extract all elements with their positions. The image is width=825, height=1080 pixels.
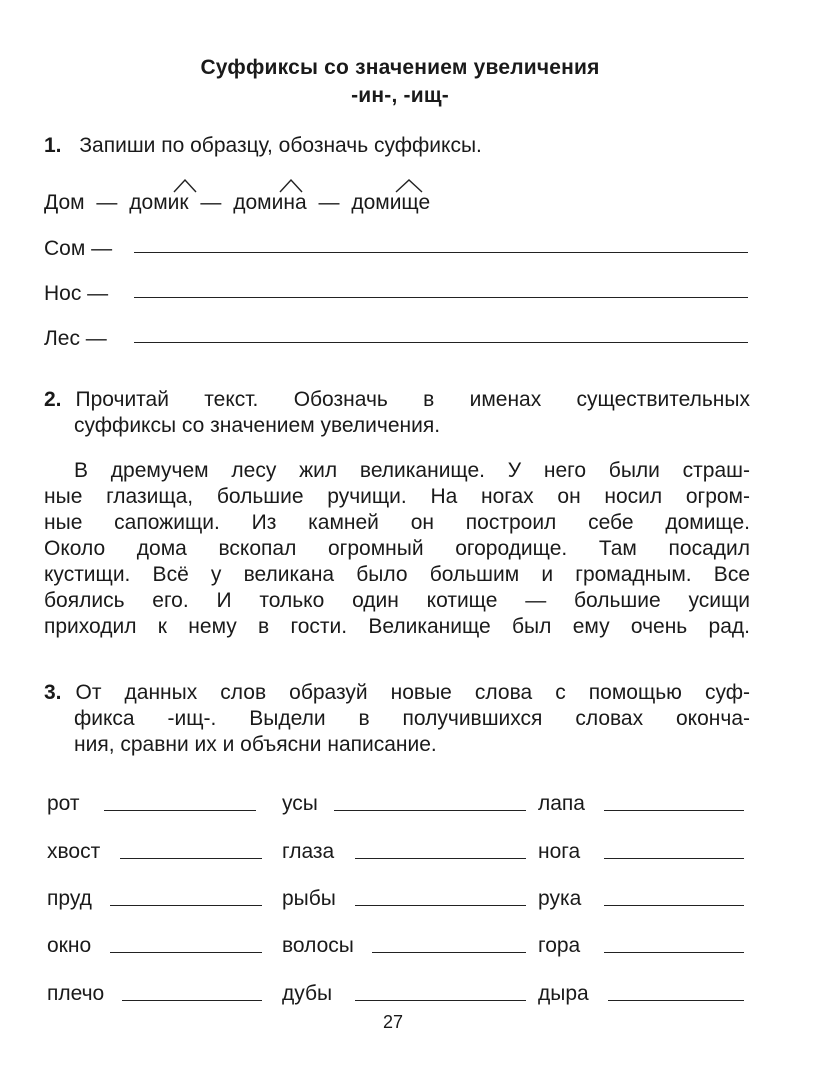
answer-line[interactable] [604, 810, 744, 811]
task2-instruction-line-2: суффиксы со значением увеличения. [74, 414, 441, 437]
example-dash-2: — [200, 191, 222, 214]
text-line: боялись его. И только один котище — большие усищи [44, 589, 750, 612]
word-item: гора [538, 934, 581, 957]
word-item: волосы [282, 934, 354, 957]
answer-line[interactable] [110, 952, 262, 953]
example-dash-3: — [318, 191, 340, 214]
example-word-3-root: дом [233, 191, 272, 214]
text-line: ные сапожищи. Из камней он построил себе домище. [44, 511, 750, 534]
answer-line[interactable] [134, 252, 748, 253]
word-item: глаза [282, 840, 335, 863]
task1-row-word: Лес — [44, 327, 107, 350]
example-word-3 [233, 191, 312, 214]
answer-line[interactable] [104, 810, 256, 811]
task1-row [44, 281, 108, 306]
text-line: приходил к нему в гости. Великанище был ему очень рад. [44, 615, 750, 638]
word-item: лапа [538, 792, 585, 815]
word-item: дыра [538, 982, 589, 1005]
word-item: рыбы [282, 887, 336, 910]
answer-line[interactable] [608, 1000, 744, 1001]
title-line-2: -ин-, -ищ- [351, 84, 449, 107]
page-number: 27 [383, 1012, 404, 1032]
answer-line[interactable] [604, 858, 744, 859]
answer-line[interactable] [334, 810, 526, 811]
answer-line[interactable] [134, 342, 748, 343]
task3-instruction-line-2: фикса -ищ-. Выдели в получившихся словах оконча- [74, 707, 750, 730]
task2-text [44, 458, 750, 640]
suffix-mark-icon [395, 179, 423, 193]
task3-header [44, 680, 750, 758]
answer-line[interactable] [122, 1000, 262, 1001]
word-item: дубы [282, 982, 333, 1005]
example-word-3-suffix: ина [271, 191, 307, 214]
task1-instruction: Запиши по образцу, обозначь суффиксы. [79, 134, 482, 157]
answer-line[interactable] [120, 858, 262, 859]
task3-instruction-line-1 [44, 680, 750, 706]
answer-line[interactable] [355, 858, 526, 859]
word-item: окно [47, 934, 92, 957]
task1-example [44, 190, 430, 215]
task1-row-word: Сом — [44, 237, 113, 260]
task1-header [44, 133, 482, 158]
task3-instruction-text: От данных слов образуй новые слова с помощью суф- [75, 681, 750, 704]
task3-instruction-line-3: ния, сравни их и объясни написание. [74, 733, 437, 756]
example-word-2-suffix: ик [167, 191, 189, 214]
text-line: ные глазища, большие ручищи. На ногах он носил огром- [44, 485, 750, 508]
word-item: усы [282, 792, 318, 815]
task3-number: 3. [44, 681, 62, 704]
text-line: кустищи. Всё у великана было большим и громадным. Все [44, 563, 750, 586]
example-word-4-suffix: ище [389, 191, 431, 214]
example-dash-1: — [96, 191, 118, 214]
title-line-1: Суффиксы со значением увеличения [200, 56, 600, 79]
task1-number: 1. [44, 134, 62, 157]
answer-line[interactable] [372, 952, 526, 953]
example-word-4-root: дом [351, 191, 390, 214]
task2-header [44, 387, 750, 439]
word-item: рука [538, 887, 582, 910]
example-word-1: Дом [44, 191, 85, 214]
task1-row [44, 236, 112, 261]
answer-line[interactable] [134, 297, 748, 298]
word-item: плечо [47, 982, 105, 1005]
task2-number: 2. [44, 388, 62, 411]
word-item: хвост [47, 840, 101, 863]
answer-line[interactable] [604, 952, 744, 953]
task2-instruction-text: Прочитай текст. Обозначь в именах существительных [75, 388, 750, 411]
answer-line[interactable] [355, 1000, 526, 1001]
suffix-mark-icon [279, 179, 303, 193]
text-line: Около дома вскопал огромный огородище. Там посадил [44, 537, 750, 560]
task1-row [44, 326, 107, 351]
answer-line[interactable] [110, 905, 262, 906]
example-word-4 [351, 191, 430, 214]
word-item: пруд [47, 887, 92, 910]
answer-line[interactable] [604, 905, 744, 906]
page-title [0, 56, 800, 108]
text-line: В дремучем лесу жил великанище. У него были страш- [74, 459, 750, 482]
suffix-mark-icon [173, 179, 197, 193]
word-item: рот [47, 792, 80, 815]
example-word-2 [129, 191, 194, 214]
word-item: нога [538, 840, 581, 863]
answer-line[interactable] [355, 905, 526, 906]
example-word-2-root: дом [129, 191, 168, 214]
task1-row-word: Нос — [44, 282, 109, 305]
task2-instruction-line-1 [44, 387, 750, 413]
